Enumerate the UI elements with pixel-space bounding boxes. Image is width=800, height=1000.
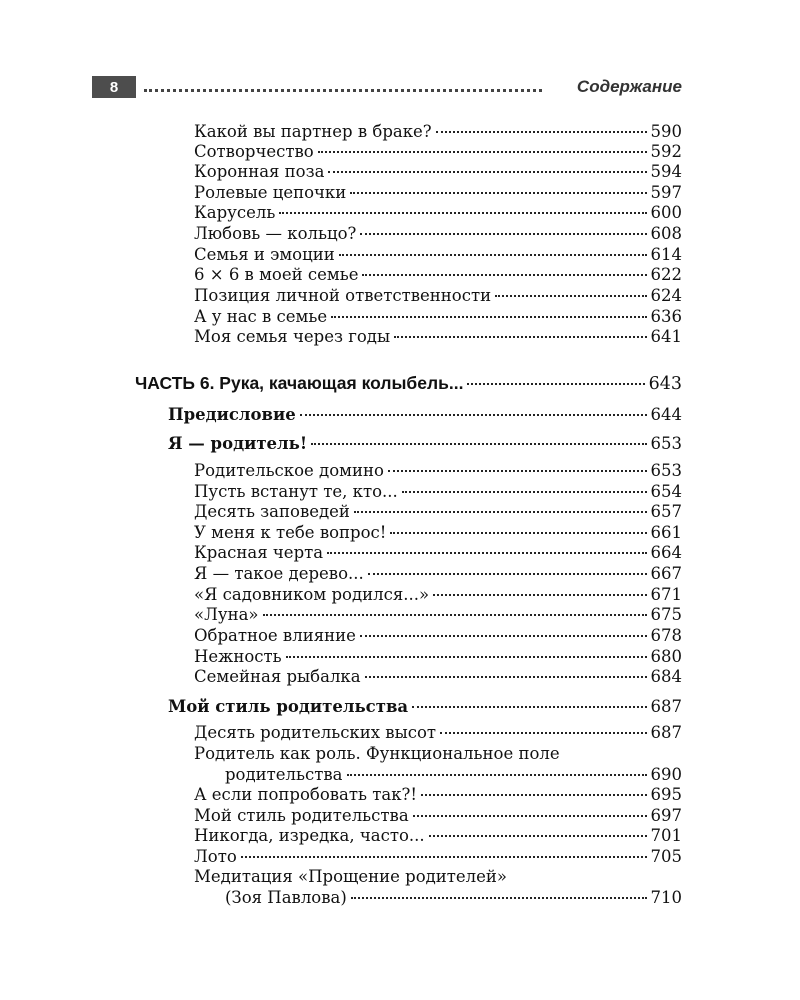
- dot-leader: [413, 815, 647, 817]
- toc-entry-title: Позиция личной ответственности: [194, 286, 492, 305]
- toc-entry-title: Коронная поза: [194, 162, 325, 181]
- dot-leader: [311, 443, 646, 445]
- toc-entry-page: 697: [650, 806, 682, 825]
- toc-entry[interactable]: [194, 666, 682, 687]
- toc-entry[interactable]: [194, 326, 682, 347]
- dot-leader: [429, 835, 647, 837]
- toc-entry-page: 636: [650, 307, 682, 326]
- toc-entry-title: Я — такое дерево...: [194, 564, 364, 583]
- toc-chapter-heading[interactable]: [168, 433, 682, 454]
- toc-entry-title: Любовь — кольцо?: [194, 224, 357, 243]
- toc-entry-page: 710: [650, 888, 682, 907]
- toc-entry[interactable]: [194, 542, 682, 563]
- toc-entry-page: 675: [650, 605, 682, 624]
- dot-leader: [354, 511, 647, 513]
- toc-entry-page: 590: [650, 122, 682, 141]
- toc-entry-page: 624: [650, 286, 682, 305]
- toc-entry-page: 671: [650, 585, 682, 604]
- toc-entry-title: Ролевые цепочки: [194, 183, 347, 202]
- dot-leader: [286, 656, 647, 658]
- toc-entry-page: 654: [650, 482, 682, 501]
- toc-entry[interactable]: [194, 846, 682, 867]
- toc-entry-title: Семья и эмоции: [194, 245, 335, 264]
- toc-entry-title: Семейная рыбалка: [194, 667, 361, 686]
- toc-entry[interactable]: [194, 646, 682, 667]
- dot-leader: [360, 233, 646, 235]
- toc-entry-page: 597: [650, 183, 682, 202]
- chapter-title: Мой стиль родительства: [168, 697, 409, 716]
- toc-entry-title: Какой вы партнер в браке?: [194, 122, 432, 141]
- toc-entry[interactable]: [194, 625, 682, 646]
- dot-leader: [263, 614, 647, 616]
- dot-leader: [467, 383, 644, 385]
- toc-entry[interactable]: [194, 481, 682, 502]
- toc-entry-title: 6 × 6 в моей семье: [194, 265, 359, 284]
- toc-entry[interactable]: [194, 584, 682, 605]
- toc-entry[interactable]: [194, 722, 682, 743]
- dot-leader: [351, 897, 647, 899]
- dot-leader: [300, 414, 647, 416]
- toc-entry[interactable]: [194, 141, 682, 162]
- toc-entry[interactable]: [194, 784, 682, 805]
- dot-leader: [347, 774, 647, 776]
- toc-entry-page: 664: [650, 543, 682, 562]
- toc-entry[interactable]: [194, 522, 682, 543]
- toc-entry-title: родительства: [225, 765, 343, 784]
- toc-part-heading[interactable]: [135, 373, 682, 394]
- toc-entry-page: 592: [650, 142, 682, 161]
- dot-leader: [350, 192, 646, 194]
- toc-entry[interactable]: [194, 501, 682, 522]
- toc-entry[interactable]: [225, 887, 682, 908]
- toc-entry[interactable]: [194, 244, 682, 265]
- toc-entry-page: 690: [650, 765, 682, 784]
- toc-entry-page: 600: [650, 203, 682, 222]
- toc-entry[interactable]: [194, 563, 682, 584]
- chapter-title: Я — родитель!: [168, 434, 308, 453]
- toc-entry-page: 687: [650, 723, 682, 742]
- dot-leader: [412, 706, 646, 708]
- toc-entry-page: 622: [650, 265, 682, 284]
- toc-entry-title: А если попробовать так?!: [194, 785, 417, 804]
- toc-entry[interactable]: [194, 825, 682, 846]
- toc-entry[interactable]: [194, 805, 682, 826]
- toc-entry-page: 680: [650, 647, 682, 666]
- dot-leader: [433, 594, 646, 596]
- toc-entry-page: 701: [650, 826, 682, 845]
- dot-leader: [440, 732, 646, 734]
- toc-entry[interactable]: [194, 202, 682, 223]
- toc-entry-page: 661: [650, 523, 682, 542]
- toc-entry-title: У меня к тебе вопрос!: [194, 523, 387, 542]
- dot-leader: [368, 573, 647, 575]
- toc-entry-title: Сотворчество: [194, 142, 314, 161]
- chapter-title: Предисловие: [168, 405, 296, 424]
- part-title: ЧАСТЬ 6. Рука, качающая колыбель...: [135, 373, 464, 393]
- toc-entry[interactable]: [194, 223, 682, 244]
- toc-entry[interactable]: [194, 121, 682, 142]
- toc-entry-page: 608: [650, 224, 682, 243]
- dot-leader: [388, 470, 647, 472]
- running-section-title: Содержание: [576, 77, 682, 96]
- toc-entry-page: 641: [650, 327, 682, 346]
- toc-entry-title-line1: Родитель как роль. Функциональное поле: [194, 744, 560, 763]
- dot-leader: [328, 171, 646, 173]
- toc-entry-title: Нежность: [194, 647, 282, 666]
- dot-leader: [365, 676, 647, 678]
- toc-entry-title: Никогда, изредка, часто...: [194, 826, 425, 845]
- toc-entry-title: (Зоя Павлова): [225, 888, 347, 907]
- toc-entry-page: 695: [650, 785, 682, 804]
- toc-entry-page: 653: [650, 461, 682, 480]
- dot-leader: [421, 794, 647, 796]
- toc-entry-title: Десять родительских высот: [194, 723, 437, 742]
- chapter-page: 644: [650, 405, 682, 424]
- toc-entry-title: А у нас в семье: [194, 307, 328, 326]
- page-number-badge: 8: [92, 76, 136, 98]
- dot-leader: [362, 274, 646, 276]
- toc-entry[interactable]: [194, 182, 682, 203]
- chapter-page: 687: [650, 697, 682, 716]
- dot-leader: [327, 552, 646, 554]
- toc-entry-title: Обратное влияние: [194, 626, 356, 645]
- toc-entry-title-line1: Медитация «Прощение родителей»: [194, 867, 508, 886]
- toc-chapter-heading[interactable]: [168, 696, 682, 717]
- chapter-page: 653: [650, 434, 682, 453]
- toc-entry[interactable]: [194, 285, 682, 306]
- toc-entry[interactable]: [225, 764, 682, 785]
- toc-entry-title: Красная черта: [194, 543, 324, 562]
- toc-entry-title: Десять заповедей: [194, 502, 350, 521]
- toc-entry-title: Моя семья через годы: [194, 327, 391, 346]
- dot-leader: [436, 131, 647, 133]
- toc-entry-title: «Я садовником родился...»: [194, 585, 430, 604]
- toc-entry-title: Пусть встанут те, кто...: [194, 482, 398, 501]
- dot-leader: [394, 336, 646, 338]
- dot-leader: [279, 212, 646, 214]
- toc-entry-title: Мой стиль родительства: [194, 806, 409, 825]
- part-page: 643: [648, 374, 682, 394]
- toc-entry-page: 657: [650, 502, 682, 521]
- dot-leader: [495, 295, 646, 297]
- toc-chapter-heading[interactable]: [168, 404, 682, 425]
- dot-leader: [241, 856, 647, 858]
- dot-leader: [360, 635, 647, 637]
- toc-entry-page: 678: [650, 626, 682, 645]
- toc-entry-page: 684: [650, 667, 682, 686]
- toc-entry[interactable]: [194, 264, 682, 285]
- toc-entry-title: Карусель: [194, 203, 276, 222]
- toc-entry-title: Лото: [194, 847, 237, 866]
- dot-leader: [402, 491, 647, 493]
- dot-leader: [339, 254, 647, 256]
- toc-entry-page: 667: [650, 564, 682, 583]
- toc-entry-title: Родительское домино: [194, 461, 384, 480]
- dot-leader: [331, 316, 646, 318]
- toc-entry[interactable]: [194, 460, 682, 481]
- dot-leader: [318, 151, 647, 153]
- toc-entry-title: «Луна»: [194, 605, 259, 624]
- toc-entry[interactable]: [194, 604, 682, 625]
- toc-entry-page: 614: [650, 245, 682, 264]
- toc-entry[interactable]: [194, 161, 682, 182]
- toc-entry-page: 705: [650, 847, 682, 866]
- toc-entry[interactable]: [194, 306, 682, 327]
- dot-leader: [390, 532, 646, 534]
- toc-entry-page: 594: [650, 162, 682, 181]
